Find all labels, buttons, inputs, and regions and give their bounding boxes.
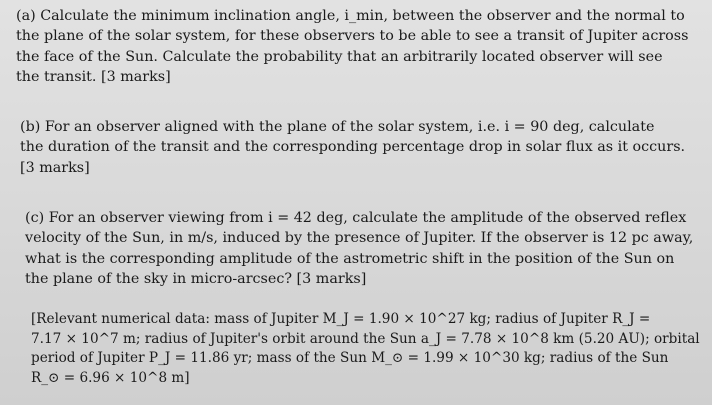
part-a-line: the face of the Sun. Calculate the probability that an arbitrarily located observer will see [16, 48, 663, 65]
data-note-line: [Relevant numerical data: mass of Jupiter M_J = 1.90 × 10^27 kg; radius of Jupiter R_J = [31, 311, 651, 327]
part-a-line: (a) Calculate the minimum inclination angle, i_min, between the observer and the normal to [16, 8, 685, 24]
part-c-line: (c) For an observer viewing from i = 42 deg, calculate the amplitude of the observed reflex [25, 210, 687, 226]
question-part-c [25, 208, 693, 290]
question-part-b [20, 117, 685, 178]
question-part-a [16, 6, 688, 88]
part-b-line: the duration of the transit and the corresponding percentage drop in solar flux as it occurs. [20, 139, 686, 156]
data-note-line: R_⊙ = 6.96 × 10^8 m] [31, 369, 190, 386]
part-b-line: [3 marks] [20, 159, 90, 176]
part-b-line: (b) For an observer aligned with the plane of the solar system, i.e. i = 90 deg, calculate [20, 119, 655, 135]
part-a-line: the plane of the solar system, for these observers to be able to see a transit of Jupiter across [16, 28, 689, 45]
part-c-line: velocity of the Sun, in m/s, induced by the presence of Jupiter. If the observer is 12 pc away, [25, 230, 694, 247]
part-c-line: what is the corresponding amplitude of the astrometric shift in the position of the Sun on [25, 250, 675, 267]
data-note-line: period of Jupiter P_J = 11.86 yr; mass of the Sun M_⊙ = 1.99 × 10^30 kg; radius of the Sun [31, 350, 669, 367]
relevant-data-note [31, 310, 700, 388]
part-c-line: the plane of the sky in micro-arcsec? [3 marks] [25, 271, 367, 288]
part-a-line: the transit. [3 marks] [16, 69, 171, 86]
data-note-line: 7.17 × 10^7 m; radius of Jupiter's orbit around the Sun a_J = 7.78 × 10^8 km (5.20 AU); orbital [31, 330, 700, 347]
